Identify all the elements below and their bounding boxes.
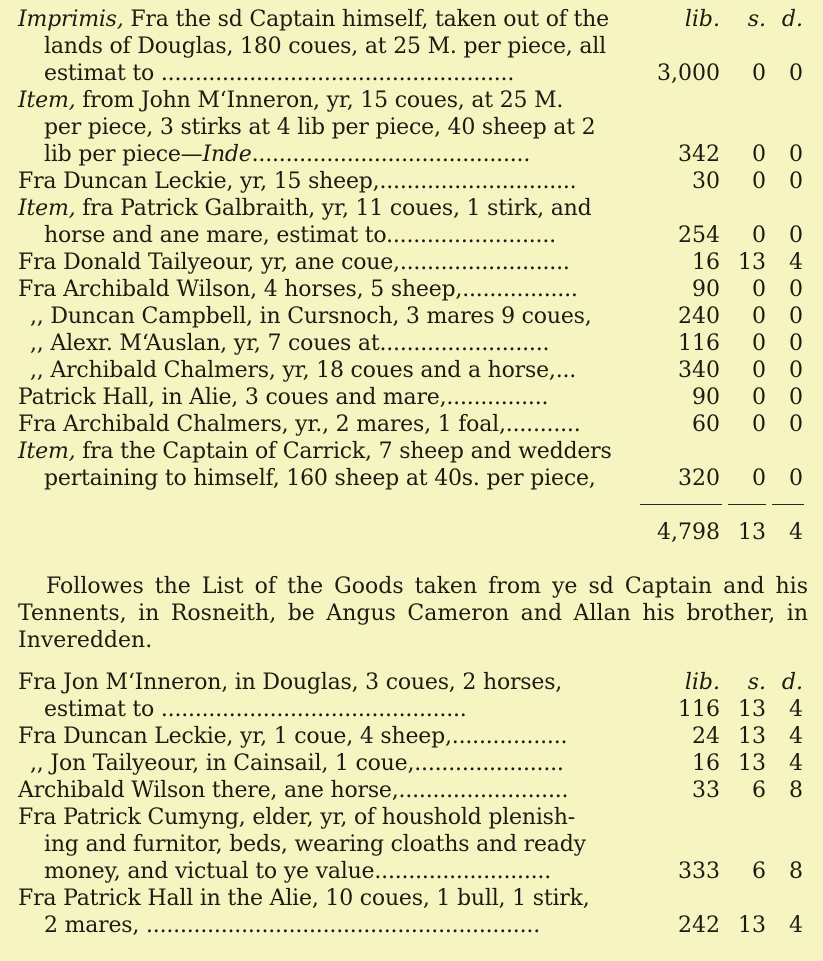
amount-s: 13	[738, 250, 766, 275]
entry-text: Fra Archibald Wilson, 4 horses, 5 sheep,.................	[18, 277, 578, 302]
ledger-1-total	[0, 519, 823, 546]
ledger-2-line-4	[0, 750, 823, 777]
entry-marker: Imprimis,	[18, 7, 124, 32]
amount-lib: 3,000	[657, 61, 720, 86]
entry-text: fra the Captain of Carrick, 7 sheep and wedders	[75, 439, 612, 464]
amount-lib: 33	[692, 778, 720, 803]
entry-text: from John M‘Inneron, yr, 15 coues, at 25 M.	[75, 88, 564, 113]
entry-text: ing and furnitor, beds, wearing cloaths and ready	[44, 832, 586, 857]
amount-s: 0	[752, 304, 766, 329]
amount-d: 8	[789, 859, 803, 884]
amount-d: 4	[789, 697, 803, 722]
amount-d: 0	[789, 304, 803, 329]
ledger-1-line-7	[0, 168, 823, 195]
amount-d: 0	[789, 142, 803, 167]
amount-lib: 340	[678, 358, 720, 383]
ledger-1-line-11	[0, 276, 823, 303]
amount-d: 0	[789, 466, 803, 491]
ledger-1-line-3	[0, 60, 823, 87]
entry-text: Fra Patrick Cumyng, elder, yr, of houshold plenish-	[18, 805, 575, 830]
entry-text: horse and ane mare, estimat to.........................	[44, 223, 556, 248]
ledger-1-line-9	[0, 222, 823, 249]
amount-d: 0	[789, 412, 803, 437]
ledger-1-line-1	[0, 6, 823, 33]
ledger-1-line-8	[0, 195, 823, 222]
entry-text: pertaining to himself, 160 sheep at 40s. per piece,	[44, 466, 596, 491]
column-header-s: s.	[747, 670, 766, 695]
amount-d: 4	[789, 913, 803, 938]
amount-lib: 30	[692, 169, 720, 194]
section-intro-paragraph: Followes the List of the Goods taken from ye sd Captain and his Tennents, in Rosneith, be Angus Cameron and Allan his brother, in Inveredden.	[18, 574, 808, 653]
ledger-2-line-6	[0, 804, 823, 831]
entry-text: Fra the sd Captain himself, taken out of the	[123, 7, 609, 32]
entry-text: money, and victual to ye value..........................	[44, 859, 552, 884]
total-s: 13	[738, 520, 766, 545]
amount-d: 4	[789, 751, 803, 776]
entry-text: Archibald Wilson there, ane horse,.........................	[18, 778, 569, 803]
amount-s: 0	[752, 169, 766, 194]
amount-s: 13	[738, 697, 766, 722]
amount-s: 0	[752, 61, 766, 86]
ledger-2-line-5	[0, 777, 823, 804]
ledger-1-line-13	[0, 330, 823, 357]
amount-s: 13	[738, 724, 766, 749]
amount-lib: 240	[678, 304, 720, 329]
entry-text: fra Patrick Galbraith, yr, 11 coues, 1 stirk, and	[75, 196, 592, 221]
ledger-1-line-15	[0, 384, 823, 411]
amount-lib: 24	[692, 724, 720, 749]
entry-italic-word: Inde	[202, 142, 252, 167]
ledger-1-line-17	[0, 438, 823, 465]
column-header-lib: lib.	[684, 670, 720, 695]
amount-lib: 90	[692, 385, 720, 410]
amount-lib: 90	[692, 277, 720, 302]
ledger-2-line-1	[0, 669, 823, 696]
amount-s: 13	[738, 913, 766, 938]
amount-d: 0	[789, 61, 803, 86]
entry-text: Patrick Hall, in Alie, 3 coues and mare,...............	[18, 385, 549, 410]
amount-d: 0	[789, 385, 803, 410]
amount-s: 0	[752, 358, 766, 383]
amount-d: 0	[789, 277, 803, 302]
amount-s: 13	[738, 751, 766, 776]
entry-text: Fra Duncan Leckie, yr, 1 coue, 4 sheep,.................	[18, 724, 568, 749]
amount-s: 0	[752, 277, 766, 302]
ledger-1-line-6	[0, 141, 823, 168]
amount-lib: 60	[692, 412, 720, 437]
amount-lib: 116	[678, 697, 720, 722]
ledger-2-line-2	[0, 696, 823, 723]
entry-leader: .........................................	[251, 142, 531, 167]
amount-lib: 342	[678, 142, 720, 167]
amount-lib: 333	[678, 859, 720, 884]
entry-marker: Item,	[18, 88, 76, 113]
total-rule-lib	[640, 504, 722, 505]
column-header-d: d.	[781, 7, 803, 32]
ledger-2-line-7	[0, 831, 823, 858]
total-rule-d	[772, 504, 804, 505]
entry-text: ,, Duncan Campbell, in Cursnoch, 3 mares 9 coues,	[30, 304, 592, 329]
ledger-1-line-4	[0, 87, 823, 114]
amount-lib: 320	[678, 466, 720, 491]
amount-lib: 16	[692, 751, 720, 776]
amount-d: 0	[789, 358, 803, 383]
amount-s: 6	[752, 859, 766, 884]
amount-s: 0	[752, 142, 766, 167]
amount-d: 0	[789, 169, 803, 194]
total-d: 4	[789, 520, 803, 545]
ledger-1-line-18	[0, 465, 823, 492]
ledger-1-line-5	[0, 114, 823, 141]
amount-s: 6	[752, 778, 766, 803]
entry-text: estimat to ....................................................	[44, 61, 515, 86]
ledger-2-line-9	[0, 885, 823, 912]
ledger-1-line-14	[0, 357, 823, 384]
ledger-2-line-10	[0, 912, 823, 939]
entry-text: Fra Donald Tailyeour, yr, ane coue,.........................	[18, 250, 570, 275]
amount-lib: 242	[678, 913, 720, 938]
ledger-1-line-2	[0, 33, 823, 60]
entry-marker: Item,	[18, 439, 76, 464]
amount-d: 0	[789, 223, 803, 248]
amount-lib: 116	[678, 331, 720, 356]
entry-text: Fra Duncan Leckie, yr, 15 sheep,.............................	[18, 169, 577, 194]
entry-text: lands of Douglas, 180 coues, at 25 M. per piece, all	[44, 34, 606, 59]
entry-text: Fra Jon M‘Inneron, in Douglas, 3 coues, 2 horses,	[18, 670, 563, 695]
amount-s: 0	[752, 331, 766, 356]
amount-s: 0	[752, 466, 766, 491]
amount-s: 0	[752, 412, 766, 437]
ledger-1-line-12	[0, 303, 823, 330]
entry-text: 2 mares, ..........................................................	[44, 913, 540, 938]
amount-s: 0	[752, 223, 766, 248]
entry-text: Fra Archibald Chalmers, yr., 2 mares, 1 foal,...........	[18, 412, 581, 437]
entry-text: ,, Jon Tailyeour, in Cainsail, 1 coue,......................	[30, 751, 564, 776]
ledger-1-line-16	[0, 411, 823, 438]
column-header-s: s.	[747, 7, 766, 32]
entry-text: ,, Archibald Chalmers, yr, 18 coues and a horse,...	[30, 358, 577, 383]
amount-d: 4	[789, 724, 803, 749]
ledger-2-line-8	[0, 858, 823, 885]
amount-d: 4	[789, 250, 803, 275]
entry-text: per piece, 3 stirks at 4 lib per piece, 40 sheep at 2	[44, 115, 596, 140]
entry-text: lib per piece—	[44, 142, 203, 167]
ledger-1-line-10	[0, 249, 823, 276]
amount-s: 0	[752, 385, 766, 410]
amount-lib: 16	[692, 250, 720, 275]
entry-marker: Item,	[18, 196, 76, 221]
amount-lib: 254	[678, 223, 720, 248]
column-header-d: d.	[781, 670, 803, 695]
entry-text: Fra Patrick Hall in the Alie, 10 coues, 1 bull, 1 stirk,	[18, 886, 590, 911]
amount-d: 0	[789, 331, 803, 356]
amount-d: 8	[789, 778, 803, 803]
entry-text: estimat to .............................................	[44, 697, 467, 722]
entry-text: ,, Alexr. M‘Auslan, yr, 7 coues at.........................	[30, 331, 550, 356]
ledger-2-line-3	[0, 723, 823, 750]
column-header-lib: lib.	[684, 7, 720, 32]
total-rule-s	[728, 504, 766, 505]
total-lib: 4,798	[657, 520, 720, 545]
